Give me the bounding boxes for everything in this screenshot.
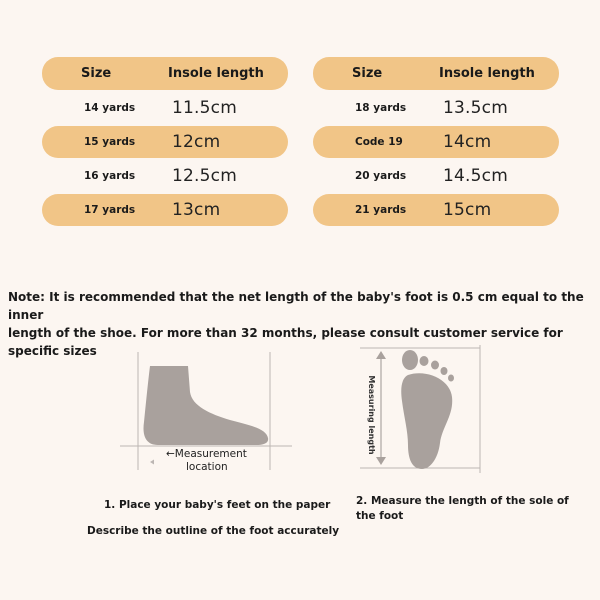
table-row [42,194,288,226]
side-foot-icon [144,366,269,445]
header-insole-length: Insole length [168,66,264,81]
measurement-label-line2: location [186,461,228,473]
table-row [313,160,559,192]
length-cell: 11.5cm [172,98,237,118]
footprint-icon [401,350,454,469]
footprint-illustration [360,345,490,475]
size-cell: 14 yards [84,102,136,114]
length-cell: 13cm [172,200,221,220]
size-cell: 20 yards [355,170,407,182]
length-cell: 13.5cm [443,98,508,118]
table-row [313,92,559,124]
size-cell: 21 yards [355,204,407,216]
table-row [313,126,559,158]
length-cell: 12cm [172,132,221,152]
table-row [42,126,288,158]
size-cell: 17 yards [84,204,136,216]
measurement-location-label [166,448,247,474]
table-header-left [42,57,288,90]
size-table-right [313,57,559,228]
table-row [42,160,288,192]
sizing-note [8,288,598,360]
length-cell: 14cm [443,132,492,152]
size-cell: 18 yards [355,102,407,114]
arrow-down-icon [376,457,386,465]
measuring-length-label: Measuring length [367,375,376,455]
step1-caption: 1. Place your baby's feet on the paper [104,499,331,511]
header-insole-length: Insole length [439,66,535,81]
size-table-left [42,57,288,228]
table-row [42,92,288,124]
step2-caption [356,494,569,524]
step1-subcaption: Describe the outline of the foot accurately [87,525,340,537]
note-line-2: length of the shoe. For more than 32 months, please consult customer service for specific sizes [8,326,563,358]
size-cell: 15 yards [84,136,136,148]
size-cell: Code 19 [355,136,403,148]
header-size: Size [81,66,112,81]
note-line-1: Note: It is recommended that the net length of the baby's foot is 0.5 cm equal to the inner [8,290,584,322]
step2-caption-line2: the foot [356,510,404,522]
length-cell: 14.5cm [443,166,508,186]
arrow-up-icon [376,351,386,359]
size-cell: 16 yards [84,170,136,182]
length-cell: 15cm [443,200,492,220]
header-size: Size [352,66,383,81]
length-cell: 12.5cm [172,166,237,186]
arrow-left-icon [150,460,154,465]
step2-caption-line1: 2. Measure the length of the sole of [356,495,569,507]
measurement-label-line1: ←Measurement [166,448,247,460]
table-header-right [313,57,559,90]
table-row [313,194,559,226]
